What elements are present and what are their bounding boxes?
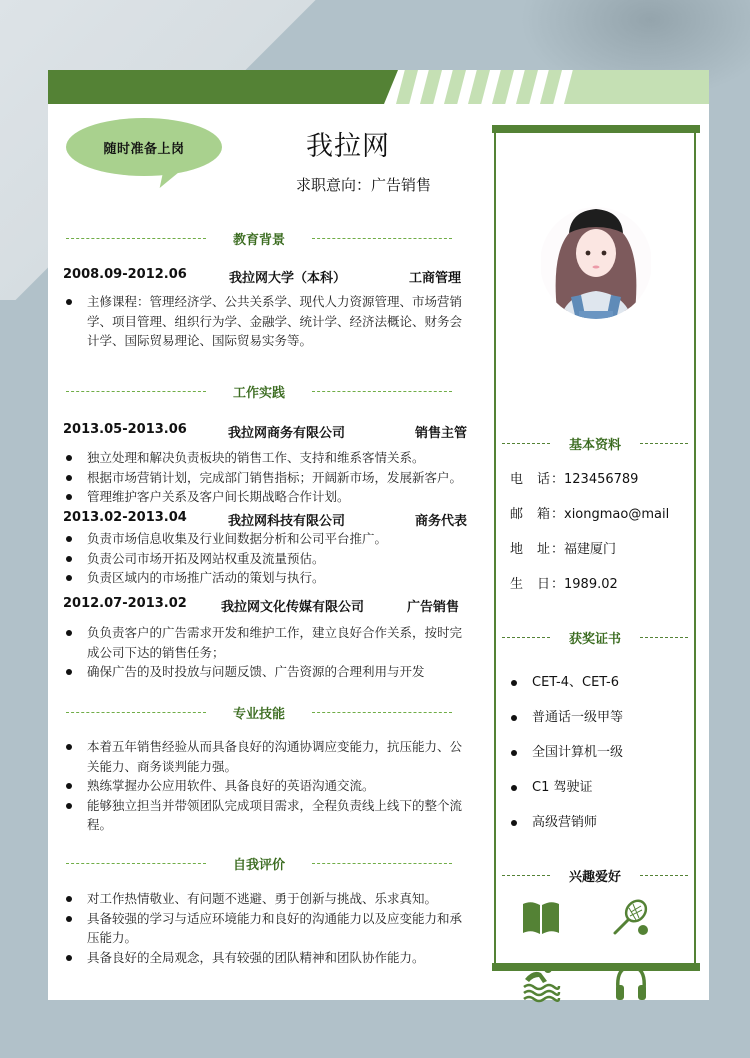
self-eval-bullets	[63, 889, 463, 967]
education-bullets	[63, 292, 463, 351]
label: 址	[537, 542, 551, 557]
job-company: 我拉网商务有限公司	[228, 426, 346, 441]
avatar	[541, 191, 651, 325]
education-school: 我拉网大学（本科）	[229, 271, 347, 286]
section-heading-work	[66, 382, 452, 400]
list-item: 根据市场营销计划，完成部门销售指标；开阔新市场，发展新客户。	[63, 468, 463, 488]
section-title: 基本资料	[568, 437, 621, 453]
info-birthday	[510, 573, 618, 592]
job-entry	[63, 422, 468, 441]
label: 邮	[510, 507, 524, 522]
section-title: 获奖证书	[568, 631, 621, 647]
sidebar-top-bar	[492, 125, 700, 133]
divider	[66, 863, 206, 864]
section-heading-basic	[502, 434, 688, 452]
divider	[66, 238, 206, 239]
headphones-icon	[611, 963, 651, 1003]
job-bullets	[63, 448, 463, 507]
divider	[312, 391, 452, 392]
education-entry	[63, 267, 463, 285]
divider	[502, 637, 550, 638]
section-title: 专业技能	[232, 706, 285, 722]
divider	[66, 712, 206, 713]
education-major: 工商管理	[409, 271, 462, 286]
availability-bubble	[66, 118, 222, 176]
divider	[312, 863, 452, 864]
list-item: 熟练掌握办公应用软件、具备良好的英语沟通交流。	[63, 776, 463, 796]
education-period: 2008.09-2012.06	[63, 267, 187, 282]
label: 日	[537, 577, 551, 592]
list-item: 负责市场信息收集及行业间数据分析和公司平台推广。	[63, 529, 463, 549]
job-role: 商务代表	[415, 514, 468, 529]
banner-stripe	[444, 70, 466, 104]
banner-stripe	[516, 70, 538, 104]
birthday-value: ：1989.02	[551, 577, 618, 592]
job-role: 销售主管	[415, 426, 468, 441]
banner-stripe	[468, 70, 490, 104]
section-heading-education	[66, 229, 452, 247]
list-item: 独立处理和解决负责板块的销售工作、支持和维系客情关系。	[63, 448, 463, 468]
label: 生	[510, 577, 524, 592]
job-period: 2013.02-2013.04	[63, 510, 187, 525]
banner-stripe	[540, 70, 562, 104]
job-entry	[63, 510, 468, 529]
sidebar	[492, 125, 700, 973]
list-item: 能够独立担当并带领团队完成项目需求，全程负责线上线下的整个流程。	[63, 796, 463, 835]
job-company: 我拉网科技有限公司	[228, 514, 346, 529]
info-address	[510, 538, 616, 557]
availability-text: 随时准备上岗	[103, 141, 185, 157]
list-item: C1 驾驶证	[508, 779, 623, 814]
info-email	[510, 503, 669, 522]
job-bullets	[63, 623, 463, 682]
swimming-icon	[521, 963, 561, 1003]
list-item: 负责区域内的市场推广活动的策划与执行。	[63, 568, 463, 588]
banner-light-block	[575, 70, 709, 104]
section-title: 教育背景	[232, 232, 285, 248]
banner-dark-block	[48, 70, 398, 104]
list-item: 主修课程：管理经济学、公共关系学、现代人力资源管理、市场营销学、项目管理、组织行为学、金融学、统计学、经济法概论、财务会计学、国际贸易理论、国际贸易实务等。	[63, 292, 463, 351]
divider	[640, 875, 688, 876]
section-title: 工作实践	[232, 385, 285, 401]
list-item: 普通话一级甲等	[508, 709, 623, 744]
address-value: ：福建厦门	[551, 542, 617, 557]
section-title: 自我评价	[232, 857, 285, 873]
label: 电	[510, 472, 524, 487]
list-item: 高级营销师	[508, 814, 623, 849]
section-heading-skills	[66, 703, 452, 721]
section-heading-certs	[502, 628, 688, 646]
list-item: 负负责客户的广告需求开发和维护工作，建立良好合作关系，按时完成公司下达的销售任务；	[63, 623, 463, 662]
resume-page	[48, 70, 709, 1000]
divider	[640, 637, 688, 638]
label: 话	[537, 472, 551, 487]
book-icon	[521, 898, 561, 938]
list-item: CET-4、CET-6	[508, 674, 623, 709]
divider	[640, 443, 688, 444]
job-period: 2012.07-2013.02	[63, 596, 187, 611]
list-item: 确保广告的及时投放与问题反馈、广告资源的合理利用与开发	[63, 662, 463, 682]
cert-list	[508, 674, 623, 849]
banner-stripe	[492, 70, 514, 104]
list-item: 具备良好的全局观念，具有较强的团队精神和团队协作能力。	[63, 948, 463, 968]
section-heading-self-eval	[66, 854, 452, 872]
list-item: 具备较强的学习与适应环境能力和良好的沟通能力以及应变能力和承压能力。	[63, 909, 463, 948]
divider	[312, 238, 452, 239]
banner-stripe	[420, 70, 442, 104]
job-role: 广告销售	[407, 600, 460, 615]
list-item: 管理维护客户关系及客户间长期战略合作计划。	[63, 487, 463, 507]
divider	[66, 391, 206, 392]
email-value: ：xiongmao@mail	[551, 507, 670, 522]
list-item: 本着五年销售经验从而具备良好的沟通协调应变能力，抗压能力、公关能力、商务谈判能力强。	[63, 737, 463, 776]
job-entry	[63, 596, 463, 614]
job-bullets	[63, 529, 463, 588]
job-period: 2013.05-2013.06	[63, 422, 187, 437]
divider	[502, 875, 550, 876]
top-banner	[48, 70, 709, 104]
label: 地	[510, 542, 524, 557]
label: 箱	[537, 507, 551, 522]
candidate-name: 我拉网	[306, 131, 390, 162]
divider	[312, 712, 452, 713]
job-company: 我拉网文化传媒有限公司	[221, 600, 365, 615]
banner-stripe	[396, 70, 418, 104]
list-item: 对工作热情敬业、有问题不逃避、勇于创新与挑战、乐求真知。	[63, 889, 463, 909]
job-intent: 求职意向：广告销售	[296, 176, 432, 194]
list-item: 负责公司市场开拓及网站权重及流量预估。	[63, 549, 463, 569]
skills-bullets	[63, 737, 463, 835]
section-title: 兴趣爱好	[568, 869, 621, 885]
list-item: 全国计算机一级	[508, 744, 623, 779]
section-heading-hobbies	[502, 866, 688, 884]
info-phone	[510, 468, 638, 487]
phone-value: ：123456789	[551, 472, 639, 487]
tennis-icon	[611, 898, 651, 938]
divider	[502, 443, 550, 444]
